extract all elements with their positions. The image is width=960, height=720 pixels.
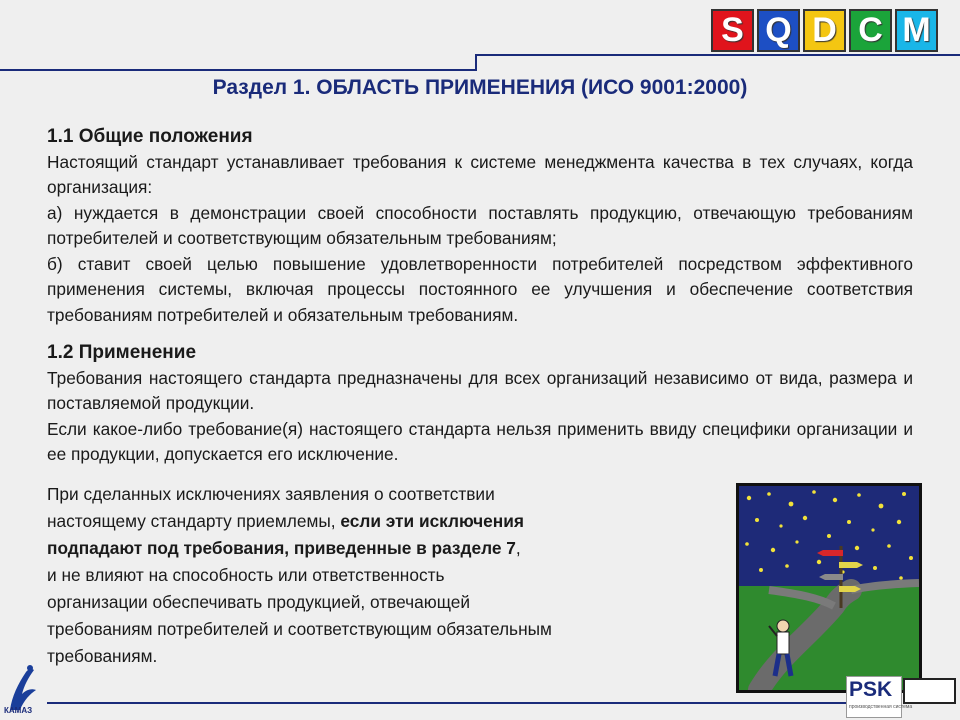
sqdcm-badges [711,9,938,52]
section-2-paragraph-1: Требования настоящего стандарта предназначены для всех организаций независимо от вида, размера и поставляемой продукции. [47,367,913,413]
text-line [47,535,687,562]
footer-rule [47,702,900,704]
slide-title: Раздел 1. ОБЛАСТЬ ПРИМЕНЕНИЯ (ИСО 9001:2000) [212,76,748,99]
crossroads-illustration [736,483,922,693]
badge-c: C [849,9,892,52]
text-line: требованиям. [47,646,158,666]
content [47,120,913,468]
badge-s: S [711,9,754,52]
header-rule [475,54,960,56]
section-1-heading: 1.1 Общие положения [47,126,253,147]
badge-d: D [803,9,846,52]
header-rule-left [0,69,477,71]
kamaz-logo-text: КАМАЗ [4,706,33,715]
text-span: , [515,538,521,558]
exclusions-paragraph [47,481,687,670]
text-line: организации обеспечивать продукцией, отвечающей [47,592,470,612]
crossroads-image [739,486,919,690]
text-line: и не влияют на способность или ответственность [47,565,445,585]
header-rule-step [475,54,477,70]
text-line: При сделанных исключениях заявления о соответствии [47,484,495,504]
footer-box [903,678,956,704]
text-line [47,508,687,535]
badge-q: Q [757,9,800,52]
section-1-item-b: б) ставит своей целью повышение удовлетворенности потребителей посредством эффективного применения системы, включая процессы постоянного ее улучшения и обеспечение соответствия требованиям потребителей и обязательным требованиям. [47,253,913,325]
badge-m: M [895,9,938,52]
bold-span: если эти исключения [340,511,524,531]
text-span: настоящему стандарту приемлемы, [47,511,341,531]
psk-label: PSK [849,678,893,701]
psk-subtitle: производственная система [849,704,913,710]
psk-logo [846,676,913,718]
bold-span: подпадают под требования, приведенные в разделе 7 [47,538,516,558]
section-2-heading: 1.2 Применение [47,342,197,363]
section-1-paragraph: Настоящий стандарт устанавливает требования к системе менеджмента качества в тех случаях, когда организация: [47,151,913,197]
section-1-item-a: а) нуждается в демонстрации своей способности поставлять продукцию, отвечающую требованиям потребителей и соответствующим обязательным требованиям; [47,202,913,248]
section-2-paragraph-2: Если какое-либо требование(я) настоящего стандарта нельзя применить ввиду специфики организации и ее продукции, допускается его исключение. [47,418,913,464]
text-line: требованиям потребителей и соответствующим обязательным [47,619,552,639]
